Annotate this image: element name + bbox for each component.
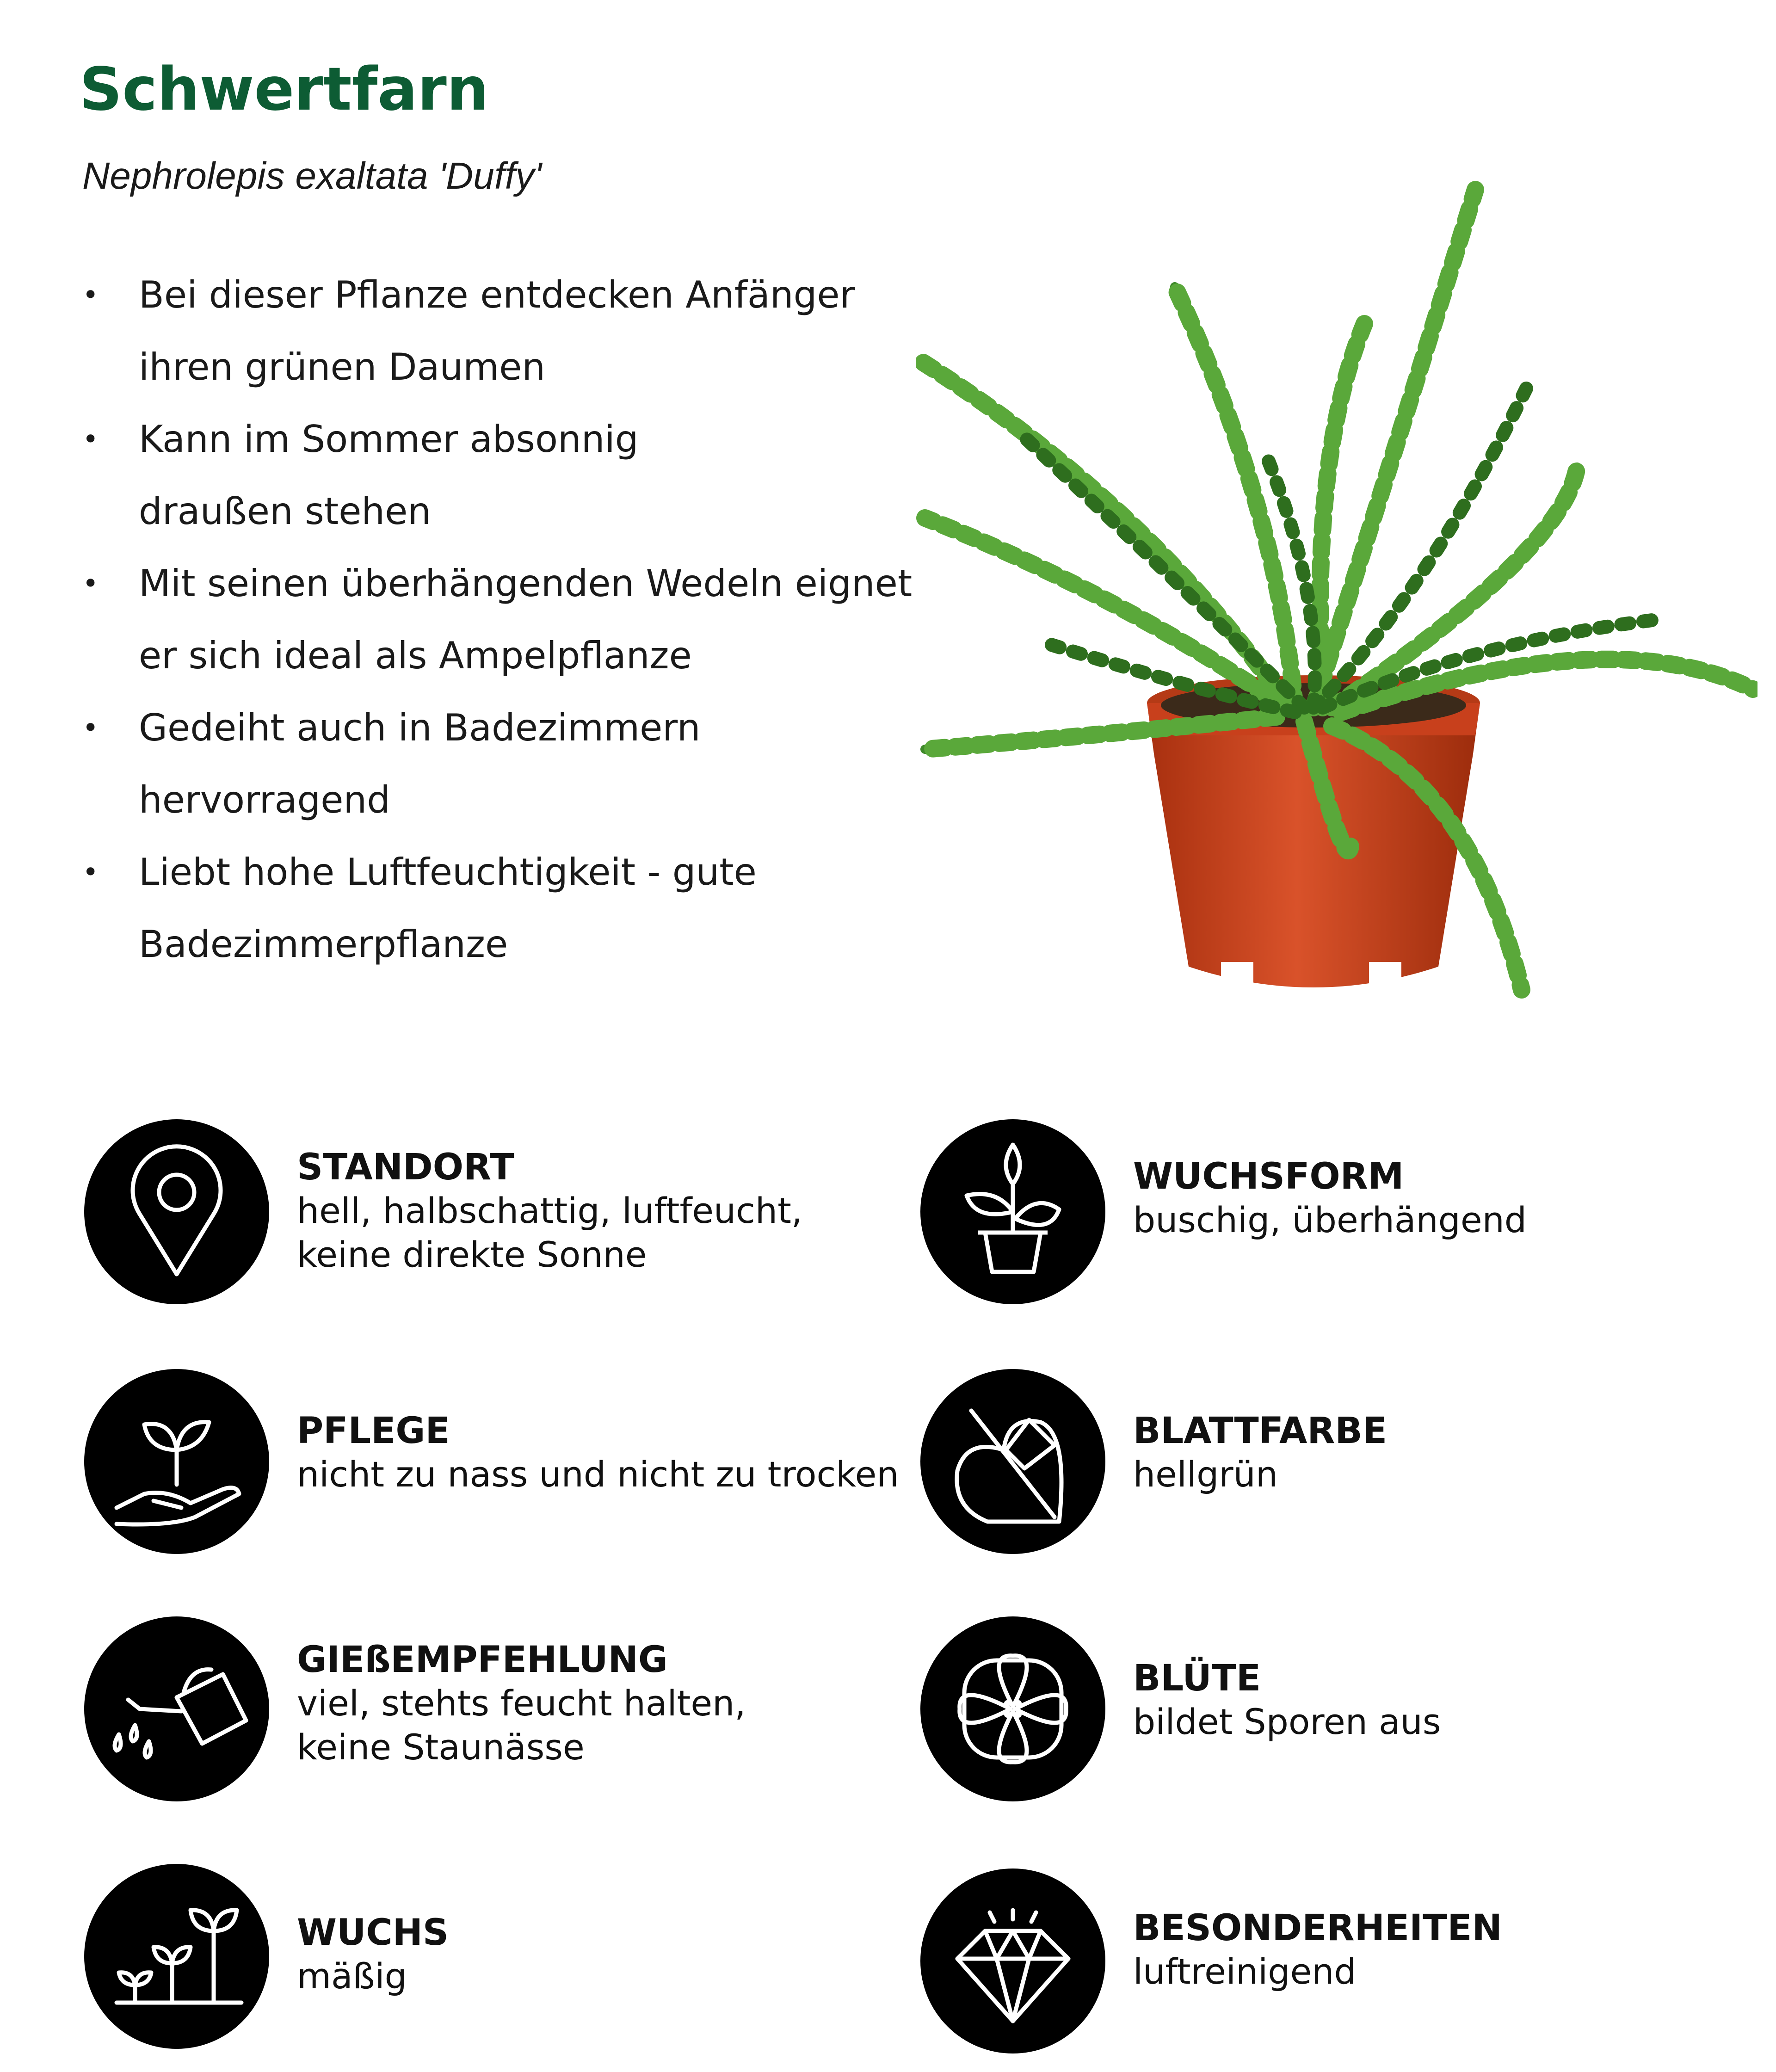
feature-standort: [84, 1119, 917, 1304]
feature-title: BLATTFARBE: [1133, 1410, 1388, 1452]
bullet-dot-icon: •: [82, 279, 99, 311]
watering-can-icon: [84, 1616, 269, 1801]
feature-title: STANDORT: [297, 1147, 514, 1188]
botanical-name: Nephrolepis exaltata 'Duffy': [82, 155, 542, 197]
bullet-text-line: er sich ideal als Ampelpflanze: [139, 634, 692, 677]
bullet-item: [79, 403, 957, 548]
leaf-brush-icon: [920, 1369, 1105, 1554]
hand-seedling-icon: [84, 1369, 269, 1554]
feature-title: WUCHSFORM: [1133, 1156, 1404, 1197]
bullet-text-line: ihren grünen Daumen: [139, 345, 546, 388]
feature-giessempfehlung: [84, 1616, 917, 1801]
bullet-dot-icon: •: [82, 423, 99, 456]
feature-value: viel, stehts feucht halten, keine Staunässe: [297, 1682, 746, 1768]
feature-bluete: [920, 1616, 1753, 1801]
feature-wuchs: [84, 1864, 917, 2049]
feature-title: GIEßEMPFEHLUNG: [297, 1639, 668, 1681]
growing-sprouts-icon: [84, 1864, 269, 2049]
bullet-text-line: draußen stehen: [139, 490, 432, 533]
bullet-text-line: Bei dieser Pflanze entdecken Anfänger: [139, 273, 855, 316]
bullet-text-line: Mit seinen überhängenden Wedeln eignet: [139, 562, 913, 605]
product-image: [916, 180, 1758, 1013]
feature-bullet-list: [79, 259, 957, 980]
feature-value: hellgrün: [1133, 1453, 1278, 1495]
diamond-icon: [920, 1868, 1105, 2054]
location-pin-icon: [84, 1119, 269, 1304]
bullet-item: [79, 259, 957, 403]
feature-title: BESONDERHEITEN: [1133, 1907, 1502, 1949]
feature-value: bildet Sporen aus: [1133, 1701, 1441, 1742]
feature-value: mäßig: [297, 1955, 407, 1997]
bullet-dot-icon: •: [82, 567, 99, 600]
bullet-text-line: Badezimmerpflanze: [139, 923, 508, 966]
feature-wuchsform: [920, 1119, 1753, 1304]
bullet-item: [79, 548, 957, 692]
bullet-text-line: Liebt hohe Luftfeuchtigkeit - gute: [139, 851, 757, 894]
feature-value: hell, halbschattig, luftfeucht, keine direkte Sonne: [297, 1190, 803, 1275]
bullet-item: [79, 836, 957, 980]
bullet-dot-icon: •: [82, 712, 99, 744]
feature-title: BLÜTE: [1133, 1658, 1261, 1699]
feature-blattfarbe: [920, 1369, 1753, 1554]
flower-icon: [920, 1616, 1105, 1801]
feature-value: luftreinigend: [1133, 1950, 1357, 1992]
bullet-text-line: hervorragend: [139, 778, 390, 821]
feature-value: nicht zu nass und nicht zu trocken: [297, 1453, 899, 1495]
feature-title: PFLEGE: [297, 1410, 450, 1452]
feature-title: WUCHS: [297, 1912, 449, 1954]
bullet-text-line: Gedeiht auch in Badezimmern: [139, 706, 701, 749]
potted-plant-icon: [920, 1119, 1105, 1304]
bullet-item: [79, 692, 957, 836]
bullet-text-line: Kann im Sommer absonnig: [139, 418, 639, 461]
feature-value: buschig, überhängend: [1133, 1199, 1527, 1240]
feature-besonderheiten: [920, 1868, 1753, 2054]
bullet-dot-icon: •: [82, 856, 99, 888]
page-title: Schwertfarn: [80, 55, 489, 124]
feature-pflege: [84, 1369, 917, 1554]
